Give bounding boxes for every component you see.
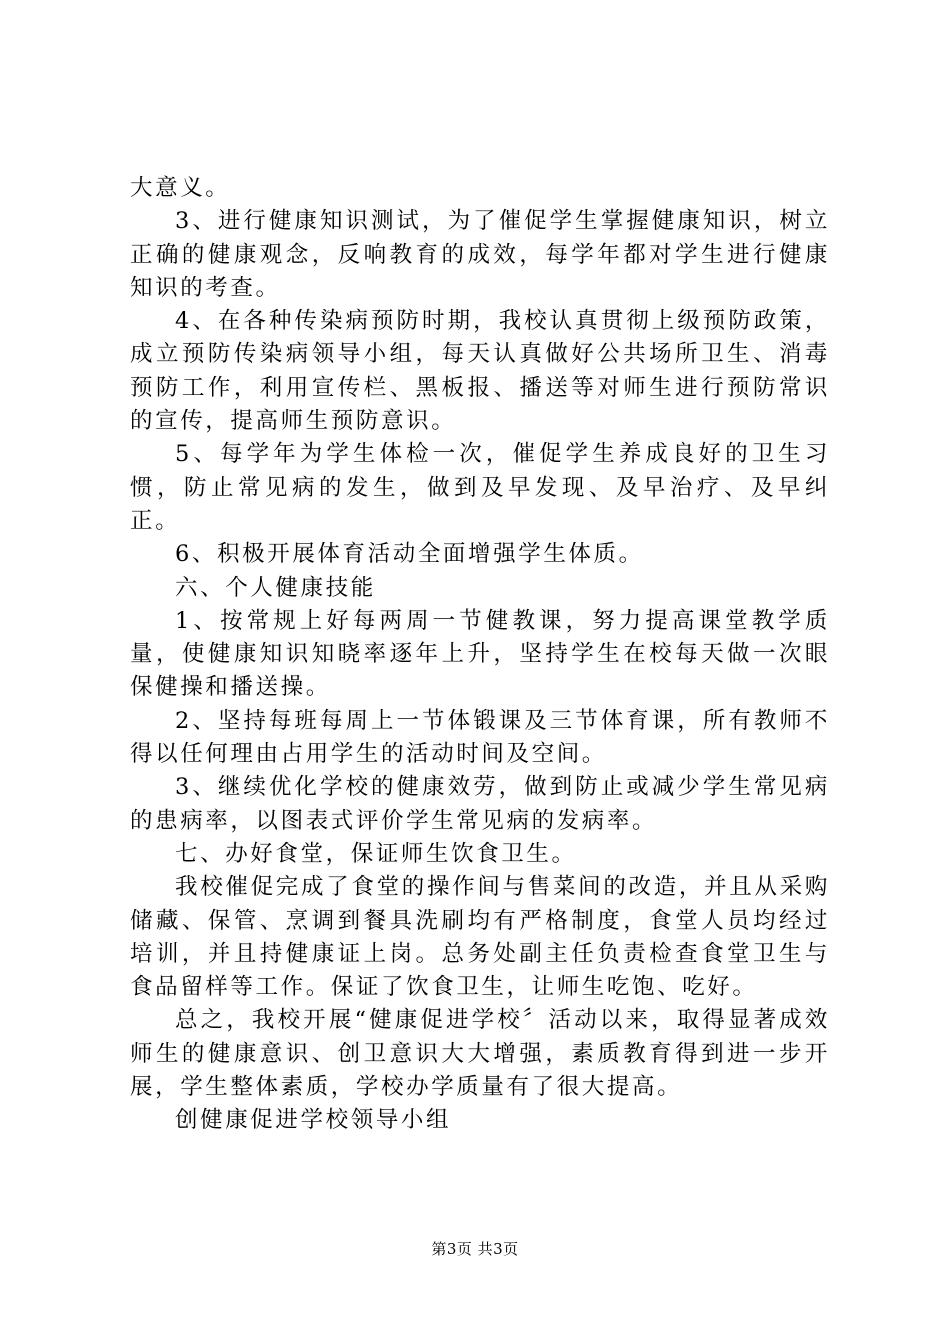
paragraph: 大意义。	[130, 175, 231, 201]
paragraph: 我校催促完成了食堂的操作间与售菜间的改造，并且从采购储藏、保管、烹调到餐具洗刷均有严格制度，食堂人员均经过培训，并且持健康证上岗。总务处副主任负责检查食堂卫生与食品留样等工作。保证了饮食卫生，让师生吃饱、吃好。	[130, 874, 830, 1001]
section-heading: 六、个人健康技能	[175, 574, 376, 601]
paragraph: 2、坚持每班每周上一节体锻课及三节体育课，所有教师不得以任何理由占用学生的活动时间及空间。	[130, 707, 830, 768]
paragraph: 4、在各种传染病预防时期，我校认真贯彻上级预防政策，成立预防传染病领导小组，每天认真做好公共场所卫生、消毒预防工作，利用宣传栏、黑板报、播送等对师生进行预防常识的宣传，提高师生预防意识。	[130, 308, 830, 435]
paragraph: 总之，我校开展“健康促进学校〞活动以来，取得显著成效师生的健康意识、创卫意识大大增强，素质教育得到进一步开展，学生整体素质，学校办学质量有了很大提高。	[130, 1007, 830, 1101]
paragraph: 3、继续优化学校的健康效劳，做到防止或减少学生常见病的患病率，以图表式评价学生常见病的发病率。	[130, 774, 830, 834]
paragraph: 3、进行健康知识测试，为了催促学生掌握健康知识，树立正确的健康观念，反响教育的成效，每学年都对学生进行健康知识的考查。	[130, 208, 830, 301]
document-body	[130, 172, 830, 1138]
paragraph: 1、按常规上好每两周一节健教课，努力提高课堂教学质量，使健康知识知晓率逐年上升，坚持学生在校每天做一次眼保健操和播送操。	[130, 607, 830, 701]
signature-line: 创健康促进学校领导小组	[175, 1107, 452, 1134]
paragraph: 5、每学年为学生体检一次，催促学生养成良好的卫生习惯，防止常见病的发生，做到及早发现、及早治疗、及早纠正。	[130, 441, 830, 534]
section-heading: 七、办好食堂，保证师生饮食卫生。	[175, 840, 577, 867]
page-number-footer: 第3页 共3页	[431, 1240, 519, 1258]
paragraph: 6、积极开展体育活动全面增强学生体质。	[175, 541, 644, 568]
